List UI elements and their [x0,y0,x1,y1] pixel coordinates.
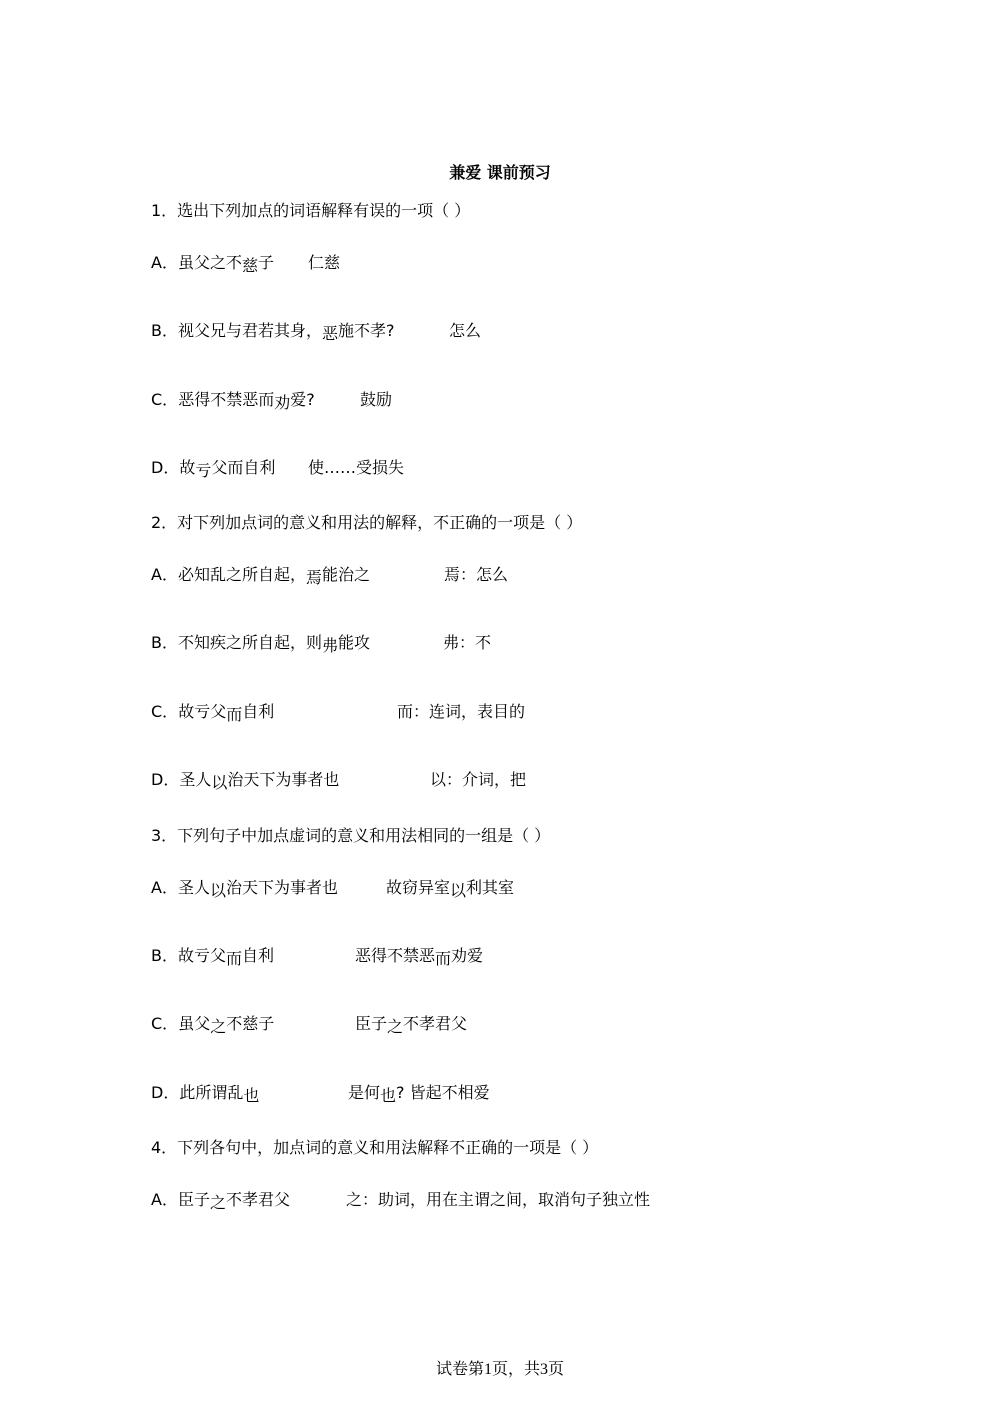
option-gloss: 鼓励 [360,390,393,409]
question-3-option-d [151,1082,490,1105]
option-label: C． [151,702,179,721]
option-text: 治天下为事者也 [225,878,338,897]
option-gloss: 焉：怎么 [444,565,509,584]
option-text: 必知乱之所自起， [177,565,306,584]
option-gloss: 怎么 [449,321,482,340]
dotted-word: 也 [243,1086,260,1105]
question-2-option-b [151,632,492,655]
option-text: 故窃异室 [386,878,451,897]
option-text: 故亏父 [178,702,227,721]
option-text: 虽父 [178,1014,211,1033]
option-text: 利其室 [466,878,515,897]
option-text: 能治之 [321,565,370,584]
dotted-word: 亏 [195,461,212,480]
option-text: 不孝君父 [225,1190,290,1209]
question-2-option-c [151,701,526,724]
option-text: 自利 [242,702,275,721]
option-text: 圣人 [177,878,210,897]
option-label: D． [151,1083,180,1102]
option-label: A． [151,565,178,584]
option-label: B． [151,633,178,652]
option-gloss: 以：介词，把 [430,770,527,789]
option-text: 父而自利 [211,458,276,477]
option-label: D． [151,458,180,477]
question-2-option-d [151,769,527,792]
option-label: D． [151,770,180,789]
dotted-word: 而 [226,705,243,724]
option-text: 虽父之不 [177,253,242,272]
question-1-option-a [151,252,341,275]
question-3-option-b [151,945,484,968]
question-4-stem: 4．下列各句中，加点词的意义和用法解释不正确的一项是（ ） [151,1138,599,1157]
option-label: A． [151,253,178,272]
option-label: B． [151,321,178,340]
question-1-option-b [151,320,482,343]
option-second-sentence [355,1013,467,1035]
question-3-option-c [151,1013,468,1036]
option-text: 恶得不禁恶而 [178,390,275,409]
option-text: 能攻 [338,633,371,652]
question-2-option-a [151,564,509,587]
dotted-word: 之 [387,1017,404,1036]
dotted-word: 而 [226,949,243,968]
option-text: 劝爱 [451,946,484,965]
option-gloss: 仁慈 [308,253,341,272]
option-gloss: 而：连词，表目的 [397,702,526,721]
option-second-sentence [386,877,514,899]
dotted-word: 焉 [305,568,322,587]
dotted-word: 之 [209,1193,226,1212]
option-label: B． [151,946,178,965]
option-text: 视父兄与君若其身， [177,321,322,340]
option-label: A． [151,1190,178,1209]
question-1-option-d [151,457,405,480]
question-2-stem: 2．对下列加点词的意义和用法的解释，不正确的一项是（ ） [151,513,583,532]
dotted-word: 以 [209,881,226,900]
option-text: 不慈子 [226,1014,275,1033]
option-text: 故亏父 [177,946,226,965]
question-1-option-c [151,389,393,412]
dotted-word: 而 [435,949,452,968]
option-text: 故 [179,458,196,477]
option-label: C． [151,1014,179,1033]
option-gloss: 之：助词，用在主谓之间，取消句子独立性 [346,1190,651,1209]
dotted-word: 以 [450,881,467,900]
option-text: 恶得不禁恶 [355,946,436,965]
option-text: ? 皆起不相爱 [396,1083,490,1102]
dotted-word: 也 [380,1086,397,1105]
option-text: 施不孝? [338,321,395,340]
dotted-word: 慈 [241,256,258,275]
option-text: 不知疾之所自起，则 [177,633,322,652]
option-label: C． [151,390,179,409]
option-gloss: 使……受损失 [308,458,405,477]
option-text: 臣子 [177,1190,210,1209]
page-footer: 试卷第1页，共3页 [435,1361,564,1378]
dotted-word: 劝 [274,393,291,412]
option-text: 此所谓乱 [179,1083,244,1102]
question-4-option-a [151,1189,651,1212]
question-3-stem: 3．下列句子中加点虚词的意义和用法相同的一组是（ ） [151,826,551,845]
option-second-sentence [355,945,483,967]
option-text: 不孝君父 [403,1014,468,1033]
option-text: 子 [257,253,274,272]
dotted-word: 弗 [322,636,339,655]
question-1-stem: 1．选出下列加点的词语解释有误的一项（ ） [151,201,471,220]
dotted-word: 之 [210,1017,227,1036]
option-gloss: 弗：不 [443,633,492,652]
option-text: 是何 [348,1083,381,1102]
option-text: 臣子 [355,1014,388,1033]
option-second-sentence [348,1082,490,1104]
dotted-word: 以 [211,773,228,792]
page-title: 兼爱 课前预习 [449,163,551,182]
option-text: 治天下为事者也 [227,770,340,789]
option-text: 爱? [290,390,315,409]
dotted-word: 恶 [322,324,339,343]
option-text: 圣人 [179,770,212,789]
option-label: A． [151,878,178,897]
option-text: 自利 [242,946,275,965]
question-3-option-a [151,877,515,900]
